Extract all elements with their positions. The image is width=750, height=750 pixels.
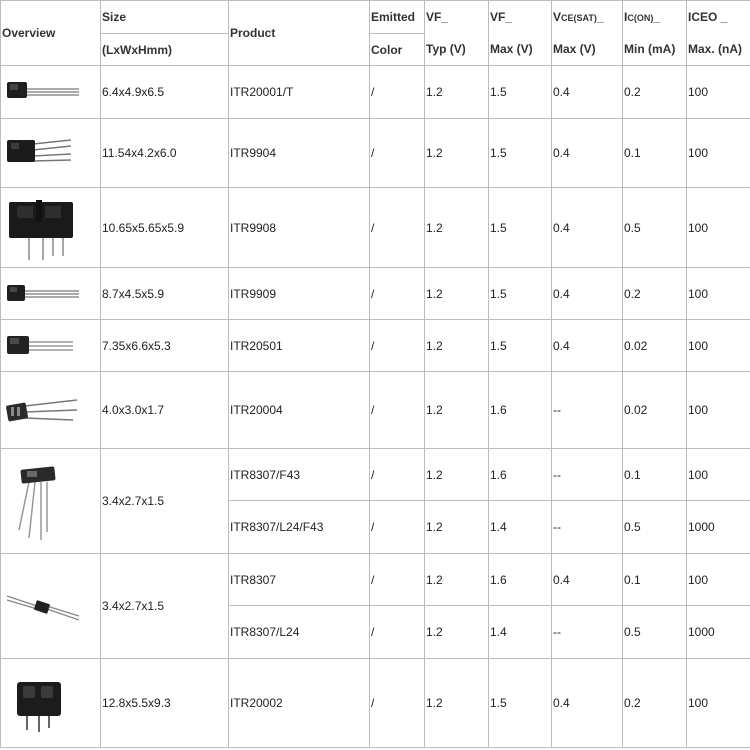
vce-cell: --: [552, 449, 623, 501]
product-cell: ITR8307/L24/F43: [229, 501, 370, 554]
vce-cell: 0.4: [552, 659, 623, 748]
vce-cell: 0.4: [552, 66, 623, 119]
vce-cell: --: [552, 372, 623, 449]
vf-typ-cell: 1.2: [425, 320, 489, 372]
product-photo-cell: [1, 188, 101, 268]
vf-max-cell: 1.5: [489, 66, 552, 119]
vce-cell: --: [552, 606, 623, 659]
product-photo-cell: [1, 554, 101, 659]
vf-max-cell: 1.4: [489, 501, 552, 554]
header-row: [1, 1, 750, 34]
sensor-photo-icon: [3, 380, 83, 440]
sensor-photo-icon: [3, 128, 83, 178]
product-cell: ITR8307/F43: [229, 449, 370, 501]
col-header-size-unit: (LxWxHmm): [101, 34, 229, 66]
table-row: [1, 554, 750, 606]
product-cell: ITR9909: [229, 268, 370, 320]
col-header-vf-max: VF_ Max (V): [489, 1, 552, 66]
sensor-photo-icon: [3, 456, 83, 546]
color-cell: /: [370, 268, 425, 320]
col-header-vce: VCE(SAT)_ Max (V): [552, 1, 623, 66]
sensor-photo-icon: [3, 326, 83, 366]
product-cell: ITR9908: [229, 188, 370, 268]
product-cell: ITR20001/T: [229, 66, 370, 119]
size-cell: 12.8x5.5x9.3: [101, 659, 229, 748]
product-cell: ITR8307/L24: [229, 606, 370, 659]
product-photo-cell: [1, 449, 101, 554]
iceo-cell: 1000: [687, 501, 750, 554]
vce-cell: 0.4: [552, 188, 623, 268]
col-header-ic: IC(ON)_ Min (mA): [623, 1, 687, 66]
iceo-cell: 100: [687, 66, 750, 119]
vf-typ-cell: 1.2: [425, 372, 489, 449]
table-row: [1, 659, 750, 748]
sensor-photo-icon: [3, 576, 83, 636]
product-cell: ITR9904: [229, 119, 370, 188]
product-cell: ITR20501: [229, 320, 370, 372]
color-cell: /: [370, 449, 425, 501]
size-cell: 6.4x4.9x6.5: [101, 66, 229, 119]
ic-cell: 0.2: [623, 66, 687, 119]
vf-max-cell: 1.5: [489, 119, 552, 188]
ic-cell: 0.2: [623, 659, 687, 748]
vce-cell: 0.4: [552, 119, 623, 188]
iceo-cell: 100: [687, 320, 750, 372]
sensor-photo-icon: [3, 668, 83, 738]
size-cell: 3.4x2.7x1.5: [101, 449, 229, 554]
color-cell: /: [370, 554, 425, 606]
size-cell: 11.54x4.2x6.0: [101, 119, 229, 188]
size-cell: 10.65x5.65x5.9: [101, 188, 229, 268]
sensor-photo-icon: [3, 72, 83, 112]
vf-max-cell: 1.5: [489, 188, 552, 268]
product-cell: ITR20002: [229, 659, 370, 748]
iceo-cell: 100: [687, 268, 750, 320]
sensor-photo-icon: [3, 192, 83, 264]
vf-typ-cell: 1.2: [425, 659, 489, 748]
iceo-cell: 100: [687, 554, 750, 606]
ic-cell: 0.2: [623, 268, 687, 320]
vf-max-cell: 1.5: [489, 659, 552, 748]
table-row: [1, 372, 750, 449]
vce-cell: 0.4: [552, 268, 623, 320]
product-photo-cell: [1, 659, 101, 748]
color-cell: /: [370, 119, 425, 188]
table-row: [1, 188, 750, 268]
sensor-photo-icon: [3, 274, 83, 314]
color-cell: /: [370, 188, 425, 268]
iceo-cell: 100: [687, 119, 750, 188]
vce-cell: 0.4: [552, 320, 623, 372]
table-row: [1, 66, 750, 119]
vf-typ-cell: 1.2: [425, 119, 489, 188]
color-cell: /: [370, 372, 425, 449]
vf-max-cell: 1.6: [489, 554, 552, 606]
table-row: [1, 119, 750, 188]
vf-typ-cell: 1.2: [425, 606, 489, 659]
ic-cell: 0.02: [623, 320, 687, 372]
vf-typ-cell: 1.2: [425, 554, 489, 606]
iceo-cell: 100: [687, 372, 750, 449]
vf-typ-cell: 1.2: [425, 66, 489, 119]
color-cell: /: [370, 66, 425, 119]
color-cell: /: [370, 606, 425, 659]
vf-max-cell: 1.5: [489, 268, 552, 320]
table-row: [1, 449, 750, 501]
product-photo-cell: [1, 268, 101, 320]
col-header-product: Product: [229, 1, 370, 66]
product-photo-cell: [1, 372, 101, 449]
product-photo-cell: [1, 119, 101, 188]
iceo-cell: 100: [687, 188, 750, 268]
product-photo-cell: [1, 320, 101, 372]
ic-cell: 0.02: [623, 372, 687, 449]
color-cell: /: [370, 320, 425, 372]
vf-typ-cell: 1.2: [425, 188, 489, 268]
col-header-iceo: ICEO _ Max. (nA): [687, 1, 750, 66]
iceo-cell: 1000: [687, 606, 750, 659]
size-cell: 3.4x2.7x1.5: [101, 554, 229, 659]
col-header-overview: Overview: [1, 1, 101, 66]
iceo-cell: 100: [687, 449, 750, 501]
table-row: [1, 268, 750, 320]
vf-max-cell: 1.5: [489, 320, 552, 372]
product-photo-cell: [1, 66, 101, 119]
ic-cell: 0.5: [623, 606, 687, 659]
size-cell: 8.7x4.5x5.9: [101, 268, 229, 320]
col-header-color: Color: [370, 34, 425, 66]
vf-max-cell: 1.6: [489, 449, 552, 501]
color-cell: /: [370, 659, 425, 748]
iceo-cell: 100: [687, 659, 750, 748]
ic-cell: 0.1: [623, 554, 687, 606]
vf-typ-cell: 1.2: [425, 268, 489, 320]
col-header-size: Size: [101, 1, 229, 34]
vf-typ-cell: 1.2: [425, 501, 489, 554]
vf-max-cell: 1.4: [489, 606, 552, 659]
color-cell: /: [370, 501, 425, 554]
product-cell: ITR8307: [229, 554, 370, 606]
col-header-emitted: Emitted: [370, 1, 425, 34]
table-row: [1, 320, 750, 372]
size-cell: 7.35x6.6x5.3: [101, 320, 229, 372]
vf-max-cell: 1.6: [489, 372, 552, 449]
vf-typ-cell: 1.2: [425, 449, 489, 501]
ic-cell: 0.5: [623, 501, 687, 554]
ic-cell: 0.1: [623, 449, 687, 501]
ic-cell: 0.1: [623, 119, 687, 188]
ic-cell: 0.5: [623, 188, 687, 268]
product-cell: ITR20004: [229, 372, 370, 449]
col-header-vf-typ: VF_ Typ (V): [425, 1, 489, 66]
vce-cell: 0.4: [552, 554, 623, 606]
size-cell: 4.0x3.0x1.7: [101, 372, 229, 449]
vce-cell: --: [552, 501, 623, 554]
